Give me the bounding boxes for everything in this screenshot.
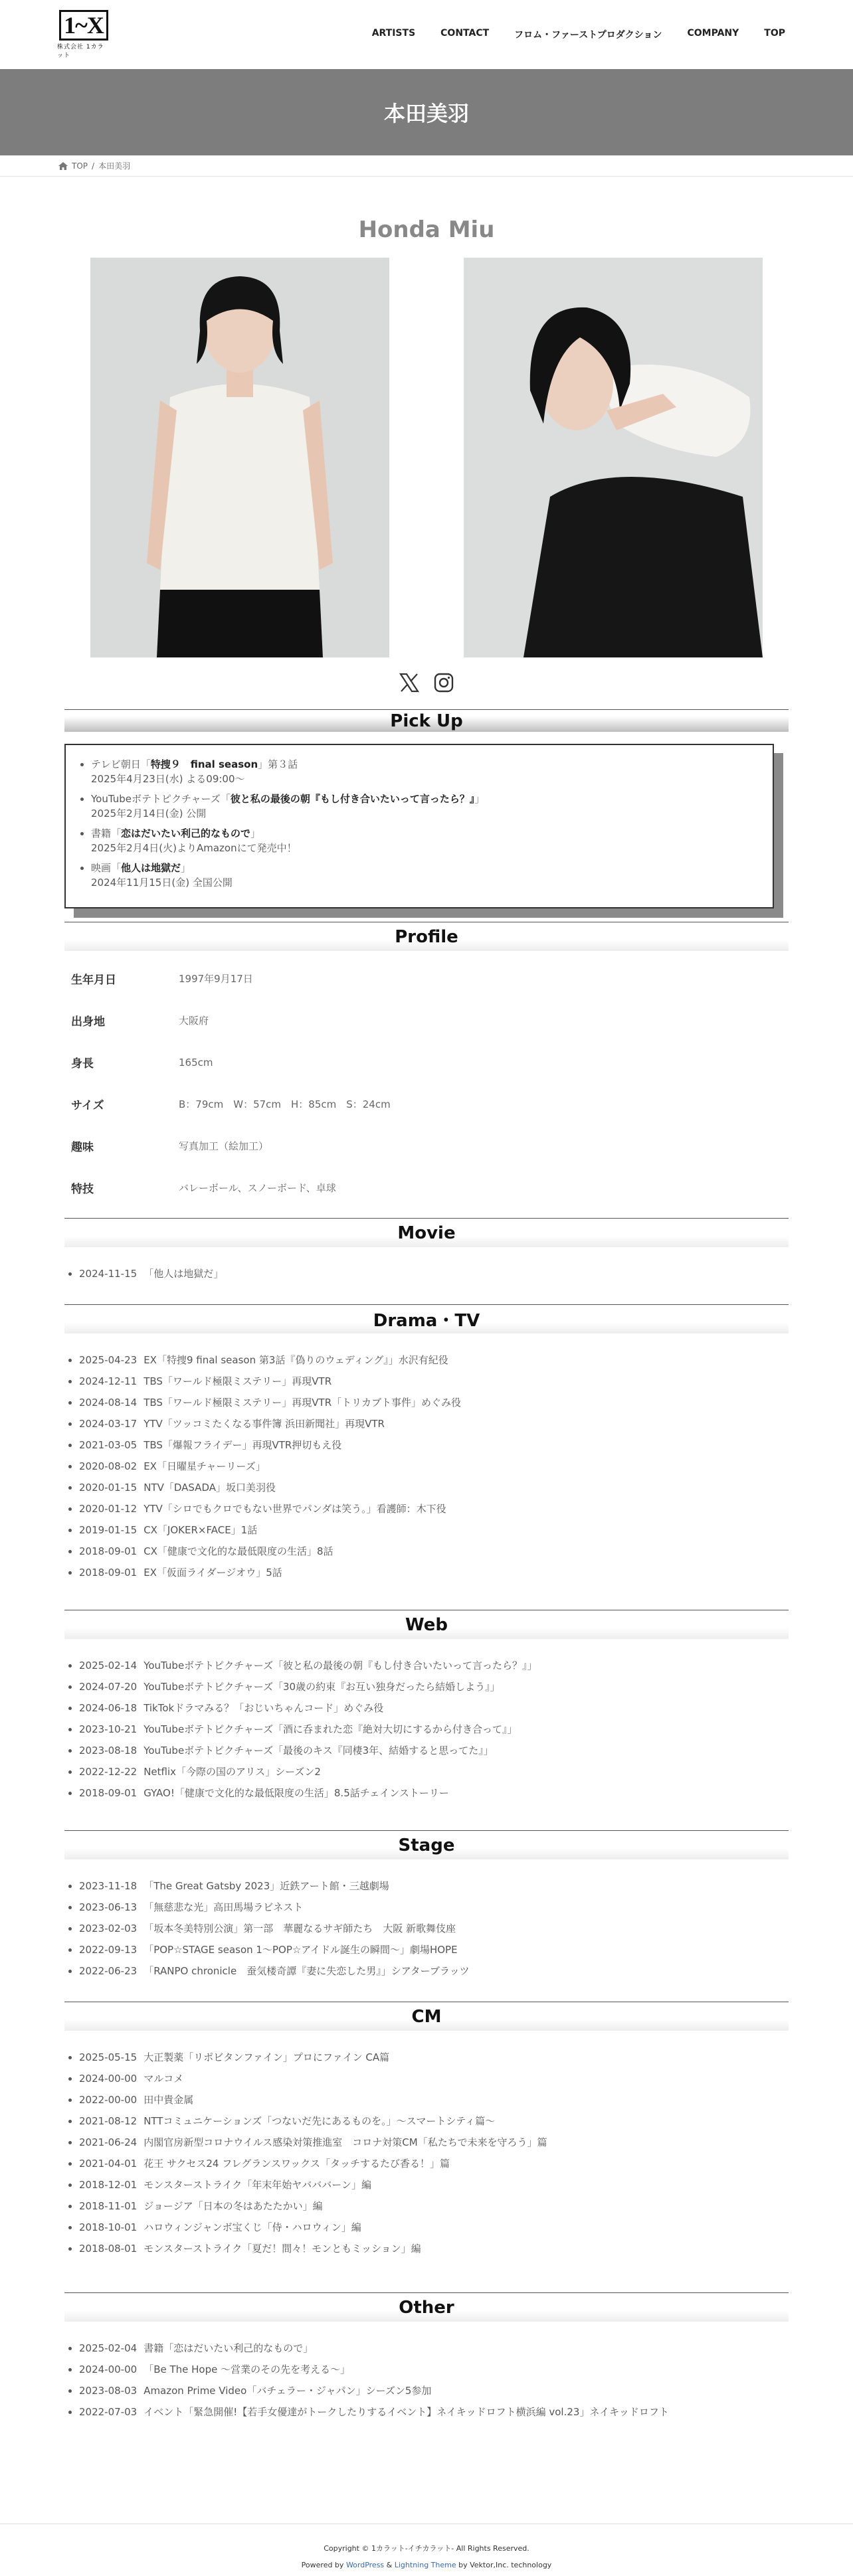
main-nav: [372, 28, 785, 41]
list-item: [79, 2174, 789, 2195]
breadcrumb-sep: /: [92, 161, 95, 171]
list-item-date: 2018-09-01: [79, 1545, 138, 1557]
profile-key: 趣味: [71, 1141, 94, 1154]
list-item-date: 2022-06-23: [79, 1965, 138, 1977]
page-banner: [0, 69, 853, 155]
movie-list: [64, 1247, 789, 1304]
pickup-bold: 彼と私の最後の朝『もし付き合いたいって言ったら？』: [230, 793, 475, 805]
list-item: [79, 1719, 789, 1740]
list-item: [79, 1413, 789, 1434]
drama-list: [64, 1333, 789, 1603]
profile-key: 出身地: [71, 1015, 105, 1029]
pickup-heading: [64, 709, 789, 732]
list-item-date: 2020-01-12: [79, 1503, 138, 1515]
web-title: Web: [405, 1614, 448, 1635]
list-item-title: 「Be The Hope ～営業のその先を考える～」: [143, 2363, 351, 2375]
movie-title: Movie: [397, 1223, 456, 1243]
list-item-title: モンスターストライク「年末年始ヤバババーン」編: [143, 2179, 371, 2191]
list-item: [79, 1918, 789, 1939]
list-item-title: ジョージア「日本の冬はあたたかい」編: [143, 2200, 323, 2212]
site-header: [0, 0, 853, 69]
profile-row: [64, 1167, 789, 1209]
list-item-date: 2023-08-03: [79, 2385, 138, 2397]
list-item: [79, 1562, 789, 1583]
profile-photo-sitting: [464, 258, 763, 657]
list-item: [79, 1519, 789, 1541]
list-item-date: 2021-06-24: [79, 2136, 138, 2148]
pickup-post: 」: [474, 793, 485, 805]
pickup-pre: 書籍「: [91, 827, 122, 839]
list-item-title: CX「JOKER×FACE」1話: [143, 1524, 258, 1536]
web-heading: [64, 1610, 789, 1639]
artist-romaji-name: Honda Miu: [358, 216, 495, 243]
footer-powered-mid: &: [384, 2561, 395, 2569]
list-item-date: 2024-07-20: [79, 1681, 138, 1693]
list-item: [79, 1740, 789, 1761]
list-item: [79, 1897, 789, 1918]
pickup-item[interactable]: [91, 792, 759, 821]
list-item: [79, 2195, 789, 2217]
list-item-date: 2019-01-15: [79, 1524, 138, 1536]
list-item-date: 2024-00-00: [79, 2073, 138, 2085]
list-item-date: 2022-09-13: [79, 1944, 138, 1956]
list-item-date: 2024-11-15: [79, 1268, 138, 1280]
list-item-date: 2025-02-14: [79, 1660, 138, 1672]
list-item-date: 2024-06-18: [79, 1702, 138, 1714]
breadcrumb: [0, 155, 853, 177]
list-item-title: YouTubeボテトピクチャーズ「最後のキス『同棲3年、結婚すると思ってた』」: [143, 1745, 494, 1757]
list-item-title: YTV「ツッコミたくなる事件簿 浜田新聞社」再現VTR: [143, 1418, 385, 1430]
profile-key: 身長: [71, 1057, 94, 1071]
profile-title: Profile: [395, 926, 458, 947]
cm-list: [64, 2031, 789, 2279]
footer-copyright: Copyright © 1カラット-イチカラット- All Rights Reserved.: [324, 2544, 529, 2553]
profile-value: バレーボール、スノーボード、卓球: [179, 1182, 336, 1194]
list-item-title: 書籍「恋はだいたい利己的なもので」: [143, 2342, 314, 2354]
list-item-date: 2024-00-00: [79, 2363, 138, 2375]
list-item-title: 田中貴金属: [143, 2094, 194, 2106]
footer-powered: [0, 2557, 853, 2573]
list-item-title: 大正製薬「リポビタンファイン」プロにファイン CA篇: [143, 2051, 390, 2063]
list-item-title: EX「仮面ライダージオウ」5話: [143, 1567, 282, 1579]
nav-from-first[interactable]: フロム・ファーストプロダクション: [514, 30, 662, 41]
list-item-date: 2022-00-00: [79, 2094, 138, 2106]
pickup-pre: テレビ朝日「: [91, 758, 151, 770]
list-item: [79, 1960, 789, 1982]
pickup-bold: 恋はだいたい利己的なもので: [121, 827, 251, 839]
list-item: [79, 1697, 789, 1719]
list-item: [79, 1782, 789, 1804]
list-item-title: 「The Great Gatsby 2023」近鉄アート館・三越劇場: [143, 1880, 389, 1892]
list-item: [79, 1498, 789, 1519]
profile-table: [64, 958, 789, 1209]
list-item-date: 2018-10-01: [79, 2221, 138, 2233]
logo-mark: 1~X: [59, 10, 108, 41]
list-item: [79, 2089, 789, 2110]
list-item: [79, 1434, 789, 1456]
list-item: [79, 1477, 789, 1498]
list-item-date: 2023-10-21: [79, 1723, 138, 1735]
list-item-title: マルコメ: [143, 2073, 184, 2085]
list-item-date: 2020-01-15: [79, 1482, 138, 1494]
list-item: [79, 2338, 789, 2359]
list-item: [79, 1761, 789, 1782]
list-item-title: ハロウィンジャンボ宝くじ「侍・ハロウィン」編: [143, 2221, 361, 2233]
main-content: [64, 216, 789, 2443]
list-item-title: EX「特捜9 final season 第3話『偽りのウェディング』」水沢有紀役: [143, 1354, 448, 1366]
nav-artists[interactable]: ARTISTS: [371, 28, 416, 39]
list-item-title: NTTコミュニケーションズ「つないだ先にあるものを。」～スマートシティ篇～: [143, 2115, 496, 2127]
profile-value: 165cm: [179, 1056, 213, 1069]
profile-photo-standing: [90, 258, 389, 657]
nav-top[interactable]: TOP: [764, 28, 785, 39]
profile-value: 大阪府: [179, 1015, 209, 1027]
footer-powered-post: by Vektor,Inc. technology: [456, 2561, 552, 2569]
list-item-date: 2021-08-12: [79, 2115, 138, 2127]
page-title: 本田美羽: [383, 101, 469, 126]
list-item-title: TBS「爆報フライデー」再現VTR押切もえ役: [143, 1439, 342, 1451]
other-list: [64, 2322, 789, 2443]
list-item: [79, 1349, 789, 1371]
list-item-date: 2018-09-01: [79, 1567, 138, 1579]
list-item: [79, 2401, 789, 2423]
list-item: [79, 2380, 789, 2401]
profile-key: 特技: [71, 1183, 94, 1196]
list-item: [79, 2132, 789, 2153]
social-links: [64, 672, 789, 696]
profile-value: 1997年9月17日: [179, 973, 253, 985]
stage-heading: [64, 1830, 789, 1859]
list-item-title: 「無慈悲な光」高田馬場ラビネスト: [143, 1901, 304, 1913]
profile-value: B：79cm W：57cm H：85cm S：24cm: [179, 1098, 391, 1110]
list-item-title: EX「日曜星チャーリーズ」: [143, 1460, 266, 1472]
list-item-date: 2018-11-01: [79, 2200, 138, 2212]
profile-row: [64, 999, 789, 1041]
list-item: [79, 1939, 789, 1960]
list-item-date: 2024-03-17: [79, 1418, 138, 1430]
pickup-item[interactable]: [91, 861, 759, 890]
list-item: [79, 2238, 789, 2259]
list-item-title: モンスターストライク「夏だ！間々！モンともミッション」編: [143, 2243, 421, 2255]
site-footer: [0, 2524, 853, 2576]
list-item-title: TikTokドラマみる？「おじいちゃんコード」めぐみ役: [143, 1702, 384, 1714]
list-item-date: 2021-03-05: [79, 1439, 138, 1451]
list-item-date: 2023-11-18: [79, 1880, 138, 1892]
other-title: Other: [399, 2297, 454, 2318]
list-item-date: 2022-07-03: [79, 2406, 138, 2418]
list-item-title: NTV「DASADA」坂口美羽役: [143, 1482, 276, 1494]
profile-key: 生年月日: [71, 974, 116, 987]
list-item: [79, 2068, 789, 2089]
pickup-pre: YouTubeボテトピクチャーズ「: [91, 793, 231, 805]
list-item: [79, 1541, 789, 1562]
pickup-bold: 他人は地獄だ: [121, 862, 181, 874]
list-item-date: 2023-02-03: [79, 1923, 138, 1934]
list-item: [79, 2153, 789, 2174]
profile-row: [64, 958, 789, 999]
list-item-title: Amazon Prime Video「バチェラー・ジャパン」シーズン5参加: [143, 2385, 432, 2397]
pickup-post: 」: [250, 827, 261, 839]
list-item-date: 2023-08-18: [79, 1745, 138, 1757]
list-item-title: TBS「ワールド極限ミステリー」再現VTR: [143, 1375, 332, 1387]
list-item-title: 「坂本冬美特別公演」第一部 華麗なるサギ師たち 大阪 新歌舞伎座: [143, 1923, 456, 1934]
list-item-date: 2023-06-13: [79, 1901, 138, 1913]
list-item-title: YTV「シロでもクロでもない世界でパンダは笑う。」看護師：木下役: [143, 1503, 446, 1515]
list-item: [79, 1263, 789, 1284]
list-item-title: YouTubeボテトピクチャーズ「酒に呑まれた恋『絶対大切にするから付き合って』」: [143, 1723, 518, 1735]
list-item-title: 「RANPO chronicle 蚕気楼奇譚『妻に失恋した男』」シアターブラッツ: [143, 1965, 470, 1977]
cm-title: CM: [411, 2006, 442, 2027]
pickup-item[interactable]: [91, 757, 759, 786]
profile-value: 写真加工（絵加工）: [179, 1140, 269, 1152]
stage-list: [64, 1859, 789, 2002]
breadcrumb-home[interactable]: TOP: [72, 161, 88, 171]
list-item-date: 2024-08-14: [79, 1397, 138, 1409]
pickup-bold: 特捜９ final season: [150, 758, 258, 770]
profile-key: サイズ: [71, 1099, 104, 1112]
pickup-sub: 2025年2月14日(金) 公開: [91, 808, 207, 819]
list-item-title: イベント「緊急開催!【若手女優達がトークしたりするイベント】ネイキッドロフト横浜編 vol.23」ネイキッドロフト: [143, 2406, 669, 2418]
footer-wordpress-link[interactable]: WordPress: [345, 2561, 385, 2569]
list-item-date: 2018-12-01: [79, 2179, 138, 2191]
instagram-icon[interactable]: [433, 672, 454, 693]
pickup-title: Pick Up: [390, 711, 463, 731]
footer-theme-link[interactable]: Lightning Theme: [394, 2561, 456, 2569]
list-item: [79, 1655, 789, 1676]
drama-title: Drama・TV: [373, 1311, 480, 1331]
site-logo[interactable]: [57, 12, 110, 59]
stage-title: Stage: [398, 1835, 455, 1855]
pickup-post: 」第３話: [258, 758, 298, 770]
x-twitter-icon[interactable]: [399, 672, 420, 693]
list-item-date: 2025-04-23: [79, 1354, 138, 1366]
list-item: [79, 1456, 789, 1477]
list-item-date: 2021-04-01: [79, 2158, 138, 2170]
list-item-date: 2024-12-11: [79, 1375, 138, 1387]
web-list: [64, 1639, 789, 1824]
list-item: [79, 2110, 789, 2132]
profile-heading: [64, 922, 789, 951]
footer-powered-pre: Powered by: [301, 2561, 346, 2569]
pickup-sub: 2024年11月15日(金) 全国公開: [91, 877, 233, 889]
pickup-sub: 2025年2月4日(火)よりAmazonにて発売中！: [91, 842, 297, 854]
list-item-title: 「他人は地獄だ」: [143, 1268, 224, 1280]
profile-row: [64, 1125, 789, 1167]
list-item-title: TBS「ワールド極限ミステリー」再現VTR「トリカブト事件」めぐみ役: [143, 1397, 461, 1409]
pickup-post: 」: [181, 862, 191, 874]
list-item-title: 内閣官房新型コロナウイルス感染対策推進室 コロナ対策CM「私たちで未来を守ろう」篇: [143, 2136, 547, 2148]
list-item: [79, 2359, 789, 2380]
list-item-date: 2025-05-15: [79, 2051, 138, 2063]
breadcrumb-current: 本田美羽: [98, 161, 131, 171]
profile-photos: [90, 258, 763, 657]
list-item: [79, 1392, 789, 1413]
pickup-list: [64, 744, 774, 908]
list-item-title: CX「健康で文化的な最低限度の生活」8話: [143, 1545, 333, 1557]
movie-heading: [64, 1218, 789, 1247]
list-item-date: 2020-08-02: [79, 1460, 138, 1472]
list-item: [79, 2217, 789, 2238]
list-item-title: GYAO!「健康で文化的な最低限度の生活」8.5話チェインストーリー: [143, 1787, 449, 1799]
list-item: [79, 1875, 789, 1897]
drama-heading: [64, 1304, 789, 1333]
other-heading: [64, 2292, 789, 2322]
profile-row: [64, 1041, 789, 1083]
pickup-sub: 2025年4月23日(水) よる09:00〜: [91, 773, 245, 785]
list-item: [79, 1371, 789, 1392]
list-item-date: 2022-12-22: [79, 1766, 138, 1778]
list-item-title: 花王 サクセス24 フレグランスワックス「タッチするたび香る！」篇: [143, 2158, 450, 2170]
cm-heading: [64, 2002, 789, 2031]
nav-company[interactable]: COMPANY: [687, 28, 739, 39]
home-icon: [58, 162, 68, 170]
list-item: [79, 2047, 789, 2068]
list-item-date: 2025-02-04: [79, 2342, 138, 2354]
list-item-date: 2018-09-01: [79, 1787, 138, 1799]
pickup-pre: 映画「: [91, 862, 122, 874]
list-item-title: YouTubeボテトピクチャーズ「30歳の約束『お互い独身だったら結婚しよう』」: [143, 1681, 500, 1693]
pickup-item[interactable]: [91, 826, 759, 855]
list-item-title: YouTubeボテトピクチャーズ「彼と私の最後の朝『もし付き合いたいって言ったら？』」: [143, 1660, 537, 1672]
logo-sub: 株式会社 1カラット: [57, 44, 104, 59]
list-item: [79, 1676, 789, 1697]
nav-contact[interactable]: CONTACT: [440, 28, 490, 39]
list-item-title: Netflix「今際の国のアリス」シーズン2: [143, 1766, 321, 1778]
list-item-title: 「POP☆STAGE season 1～POP☆アイドル誕生の瞬間～」劇場HOPE: [143, 1944, 458, 1956]
list-item-date: 2018-08-01: [79, 2243, 138, 2255]
profile-row: [64, 1083, 789, 1125]
